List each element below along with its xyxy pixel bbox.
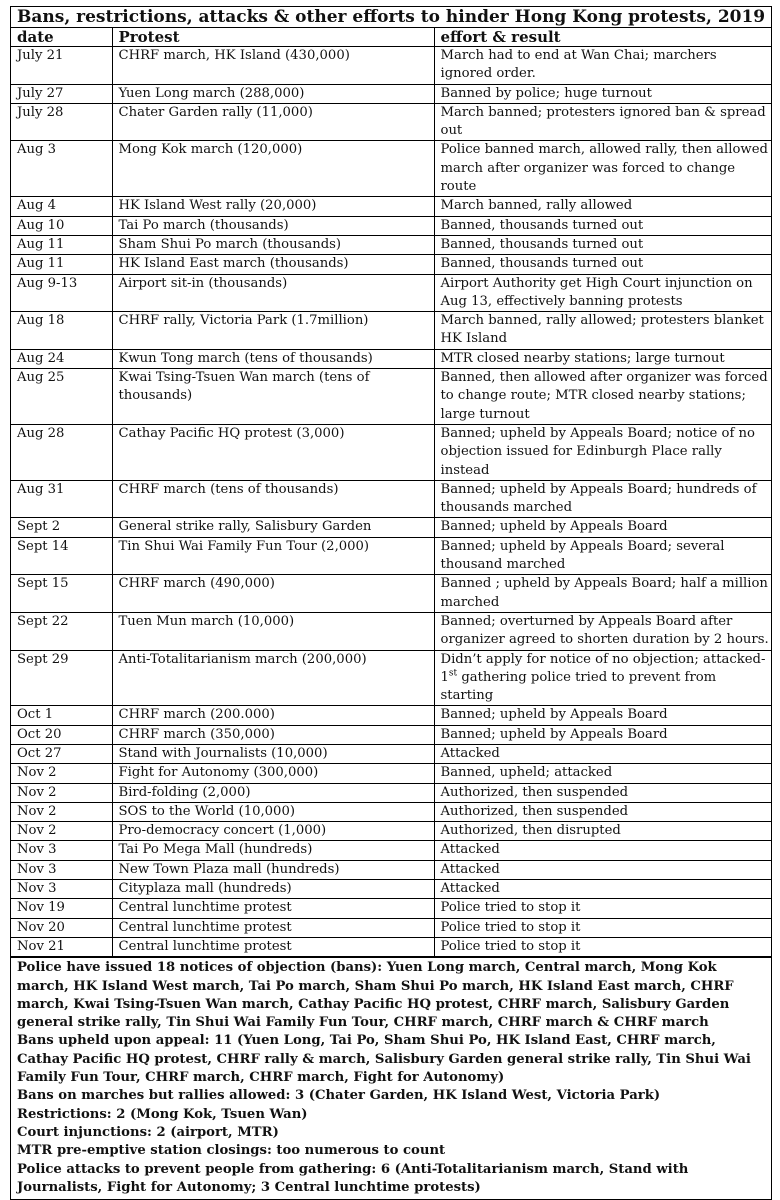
cell-date: July 27: [11, 84, 112, 103]
table-row: [11, 84, 771, 103]
cell-date: Aug 25: [11, 369, 112, 425]
cell-effort: Banned; upheld by Appeals Board; several thousand marched: [434, 537, 771, 575]
summary-line: Restrictions: 2 (Mong Kok, Tsuen Wan): [17, 1106, 308, 1122]
cell-protest: HK Island East march (thousands): [112, 255, 434, 274]
cell-protest: Central lunchtime protest: [112, 899, 434, 918]
cell-effort: Banned; upheld by Appeals Board; hundreds of thousands marched: [434, 480, 771, 518]
summary-line: MTR pre-emptive station closings: too numerous to count: [17, 1143, 446, 1159]
cell-date: Nov 2: [11, 783, 112, 802]
cell-protest: Central lunchtime protest: [112, 918, 434, 937]
cell-protest: Kwun Tong march (tens of thousands): [112, 349, 434, 368]
cell-effort: Banned; upheld by Appeals Board; notice of no objection issued for Edinburgh Place rally instead: [434, 424, 771, 480]
cell-protest: Cathay Pacific HQ protest (3,000): [112, 424, 434, 480]
table-row: [11, 216, 771, 235]
cell-date: Oct 20: [11, 725, 112, 744]
summary-line: Bans on marches but rallies allowed: 3 (Chater Garden, HK Island West, Victoria Park): [17, 1088, 661, 1104]
cell-protest: Airport sit-in (thousands): [112, 274, 434, 312]
table-row: [11, 537, 771, 575]
cell-effort: MTR closed nearby stations; large turnout: [434, 349, 771, 368]
cell-date: Aug 24: [11, 349, 112, 368]
cell-protest: CHRF march (490,000): [112, 575, 434, 613]
cell-date: Oct 27: [11, 744, 112, 763]
cell-effort: March banned, rally allowed: [434, 197, 771, 216]
cell-date: Aug 31: [11, 480, 112, 518]
cell-date: July 28: [11, 103, 112, 141]
table-row: [11, 802, 771, 821]
cell-protest: HK Island West rally (20,000): [112, 197, 434, 216]
cell-effort: Attacked: [434, 860, 771, 879]
cell-date: Sept 14: [11, 537, 112, 575]
cell-date: Sept 22: [11, 612, 112, 650]
cell-effort: March had to end at Wan Chai; marchers ignored order.: [434, 47, 771, 85]
cell-effort: Attacked: [434, 880, 771, 899]
cell-date: Nov 19: [11, 899, 112, 918]
table-row: [11, 349, 771, 368]
cell-effort: March banned; protesters ignored ban & spread out: [434, 103, 771, 141]
cell-effort: Police tried to stop it: [434, 899, 771, 918]
cell-effort-text: gathering police tried to prevent from starting: [440, 669, 717, 704]
cell-effort: Banned, upheld; attacked: [434, 764, 771, 783]
table-row: [11, 764, 771, 783]
table-row: [11, 612, 771, 650]
table-row: [11, 725, 771, 744]
cell-date: Nov 21: [11, 937, 112, 956]
cell-effort: Banned ; upheld by Appeals Board; half a million marched: [434, 575, 771, 613]
cell-date: Aug 18: [11, 312, 112, 350]
cell-protest: Tai Po march (thousands): [112, 216, 434, 235]
table-row: [11, 841, 771, 860]
cell-effort: Banned; upheld by Appeals Board: [434, 706, 771, 725]
cell-protest: Bird-folding (2,000): [112, 783, 434, 802]
cell-protest: Chater Garden rally (11,000): [112, 103, 434, 141]
cell-effort: Authorized, then suspended: [434, 783, 771, 802]
cell-date: Nov 2: [11, 764, 112, 783]
cell-date: Oct 1: [11, 706, 112, 725]
table-row: [11, 255, 771, 274]
table-row: [11, 860, 771, 879]
cell-protest: Mong Kok march (120,000): [112, 141, 434, 197]
cell-protest: CHRF march (tens of thousands): [112, 480, 434, 518]
cell-protest: CHRF march, HK Island (430,000): [112, 47, 434, 85]
cell-date: Nov 2: [11, 822, 112, 841]
ordinal-superscript: st: [448, 668, 458, 679]
table-row: [11, 880, 771, 899]
summary-notes: [11, 957, 771, 1199]
cell-date: July 21: [11, 47, 112, 85]
table-row: [11, 518, 771, 537]
cell-protest: Central lunchtime protest: [112, 937, 434, 956]
cell-protest: CHRF march (200.000): [112, 706, 434, 725]
table-body: [11, 47, 771, 957]
cell-date: Aug 9-13: [11, 274, 112, 312]
table-row: [11, 822, 771, 841]
cell-effort: March banned, rally allowed; protesters blanket HK Island: [434, 312, 771, 350]
cell-date: Nov 3: [11, 860, 112, 879]
table-row: [11, 480, 771, 518]
cell-effort: Authorized, then suspended: [434, 802, 771, 821]
cell-date: Sept 15: [11, 575, 112, 613]
table-row: [11, 783, 771, 802]
table-row: [11, 369, 771, 425]
cell-protest: CHRF march (350,000): [112, 725, 434, 744]
table-row: [11, 744, 771, 763]
table-row: [11, 312, 771, 350]
cell-date: Nov 3: [11, 841, 112, 860]
summary-line: Court injunctions: 2 (airport, MTR): [17, 1124, 279, 1140]
table-row: [11, 706, 771, 725]
table-row: [11, 650, 771, 706]
table-title: Bans, restrictions, attacks & other efforts to hinder Hong Kong protests, 2019: [11, 7, 771, 28]
cell-date: Nov 2: [11, 802, 112, 821]
cell-protest: Stand with Journalists (10,000): [112, 744, 434, 763]
summary-line: Bans upheld upon appeal: 11 (Yuen Long, Tai Po, Sham Shui Po, HK Island East, CHRF march, Cathay Pacific HQ protest, CHRF rally & march, Salisbury Garden general strike rally, Tin Shui Wai Family Fun Tour, CHRF march, CHRF march, Fight for Autonomy): [17, 1033, 751, 1086]
cell-date: Aug 4: [11, 197, 112, 216]
summary-line: Police have issued 18 notices of objection (bans): Yuen Long march, Central march, Mong Kok march, HK Island West march, Tai Po march, Sham Shui Po march, HK Island East march, CHRF march, Kwai Tsing-Tsuen Wan march, Cathay Pacific HQ protest, CHRF march, Salisbury Garden general strike rally, Tin Shui Wai Family Fun Tour, CHRF march, CHRF march & CHRF march: [17, 960, 734, 1031]
cell-date: Aug 10: [11, 216, 112, 235]
cell-date: Sept 2: [11, 518, 112, 537]
cell-protest: CHRF rally, Victoria Park (1.7million): [112, 312, 434, 350]
table-row: [11, 937, 771, 956]
cell-effort: Banned, thousands turned out: [434, 216, 771, 235]
cell-protest: Tin Shui Wai Family Fun Tour (2,000): [112, 537, 434, 575]
cell-protest: General strike rally, Salisbury Garden: [112, 518, 434, 537]
cell-date: Aug 3: [11, 141, 112, 197]
cell-protest: Sham Shui Po march (thousands): [112, 235, 434, 254]
cell-protest: Kwai Tsing-Tsuen Wan march (tens of thousands): [112, 369, 434, 425]
cell-effort: Banned by police; huge turnout: [434, 84, 771, 103]
table-row: [11, 424, 771, 480]
cell-protest: Cityplaza mall (hundreds): [112, 880, 434, 899]
table-row: [11, 235, 771, 254]
cell-protest: Yuen Long march (288,000): [112, 84, 434, 103]
cell-protest: SOS to the World (10,000): [112, 802, 434, 821]
cell-protest: Pro-democracy concert (1,000): [112, 822, 434, 841]
cell-effort-text: Didn’t apply for notice of no objection; attacked- 1: [440, 651, 766, 685]
cell-effort: Banned; overturned by Appeals Board after organizer agreed to shorten duration by 2 hours.: [434, 612, 771, 650]
protest-table: [11, 28, 771, 957]
col-header-effort: effort & result: [434, 28, 771, 47]
cell-effort: Police tried to stop it: [434, 918, 771, 937]
cell-effort: Banned, thousands turned out: [434, 235, 771, 254]
cell-date: Nov 3: [11, 880, 112, 899]
cell-effort: Banned; upheld by Appeals Board: [434, 518, 771, 537]
cell-date: Sept 29: [11, 650, 112, 706]
cell-protest: New Town Plaza mall (hundreds): [112, 860, 434, 879]
cell-protest: Tuen Mun march (10,000): [112, 612, 434, 650]
table-row: [11, 141, 771, 197]
cell-date: Aug 11: [11, 255, 112, 274]
table-row: [11, 575, 771, 613]
cell-effort: Authorized, then disrupted: [434, 822, 771, 841]
cell-date: Aug 28: [11, 424, 112, 480]
cell-effort: Banned, then allowed after organizer was forced to change route; MTR closed nearby stations; large turnout: [434, 369, 771, 425]
cell-effort: Banned; upheld by Appeals Board: [434, 725, 771, 744]
table-row: [11, 197, 771, 216]
cell-protest: Fight for Autonomy (300,000): [112, 764, 434, 783]
summary-line: Police attacks to prevent people from gathering: 6 (Anti-Totalitarianism march, Stand with Journalists, Fight for Autonomy; 3 Central lunchtime protests): [17, 1161, 689, 1195]
cell-effort: Police banned march, allowed rally, then allowed march after organizer was forced to change route: [434, 141, 771, 197]
cell-effort: Attacked: [434, 841, 771, 860]
cell-protest: Tai Po Mega Mall (hundreds): [112, 841, 434, 860]
table-row: [11, 899, 771, 918]
table-row: [11, 103, 771, 141]
header-row: [11, 28, 771, 47]
col-header-date: date: [11, 28, 112, 47]
cell-effort: [434, 650, 771, 706]
cell-date: Aug 11: [11, 235, 112, 254]
document-table-sheet: [10, 6, 772, 1200]
cell-effort: Attacked: [434, 744, 771, 763]
table-row: [11, 918, 771, 937]
table-row: [11, 47, 771, 85]
cell-effort: Banned, thousands turned out: [434, 255, 771, 274]
cell-protest: Anti-Totalitarianism march (200,000): [112, 650, 434, 706]
col-header-protest: Protest: [112, 28, 434, 47]
cell-date: Nov 20: [11, 918, 112, 937]
cell-effort: Police tried to stop it: [434, 937, 771, 956]
table-row: [11, 274, 771, 312]
cell-effort: Airport Authority get High Court injunction on Aug 13, effectively banning protests: [434, 274, 771, 312]
